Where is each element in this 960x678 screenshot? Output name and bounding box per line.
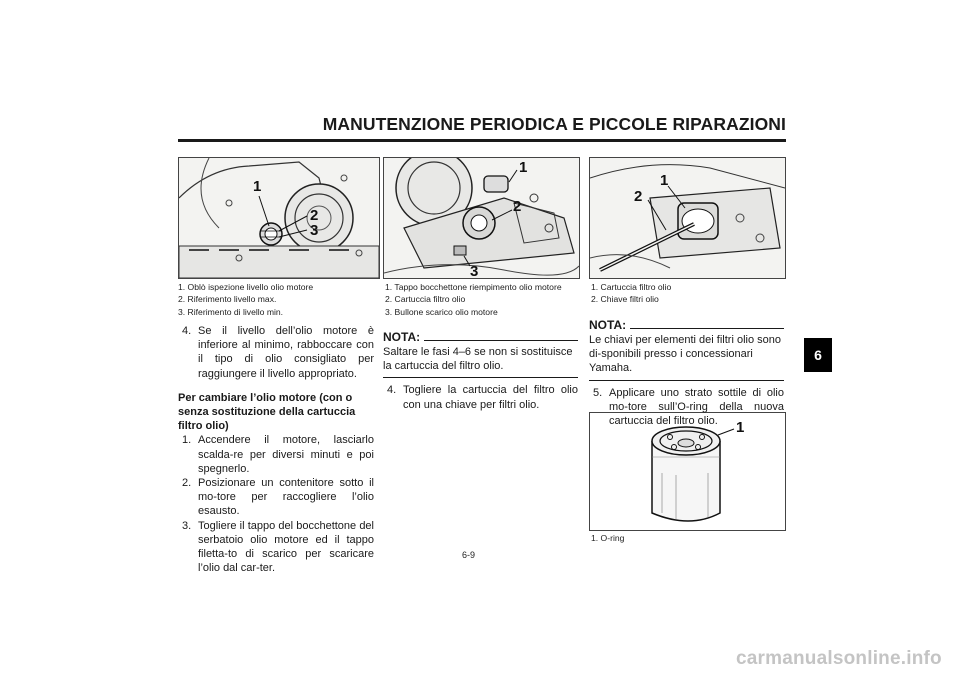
filter-cartridge-illustration xyxy=(590,413,785,530)
step-text: Applicare uno strato sottile di olio mo-tore sull’O-ring della nuova cartuccia del filtro olio. xyxy=(609,386,784,428)
nota-heading xyxy=(383,330,578,344)
column2-text xyxy=(383,330,578,412)
column3-text xyxy=(589,318,784,428)
nota-label: NOTA: xyxy=(383,330,421,344)
figure-filler-cap-drain xyxy=(383,157,580,279)
callout-2: 2 xyxy=(634,188,643,205)
figure-filter-wrench xyxy=(589,157,786,279)
step-4 xyxy=(383,383,578,411)
caption: 1. O-ring xyxy=(591,533,625,543)
section-heading: Per cambiare l’olio motore (con o senza sostituzione della cartuccia filtro olio) xyxy=(178,391,356,433)
step-number: 4. xyxy=(182,325,192,337)
caption: 2. Cartuccia filtro olio xyxy=(385,294,466,305)
page-number: 6-9 xyxy=(462,550,476,560)
nota-text: Saltare le fasi 4–6 se non si sostituisce la cartuccia del filtro olio. xyxy=(383,345,578,378)
step-number: 3. xyxy=(182,519,192,532)
step-3 xyxy=(178,519,374,576)
chapter-tab: 6 xyxy=(804,338,832,372)
step-5 xyxy=(589,386,784,429)
callout-1: 1 xyxy=(253,178,262,195)
callout-3: 3 xyxy=(470,263,479,278)
step-4 xyxy=(178,324,374,381)
title-rule xyxy=(178,139,786,142)
engine-underside-illustration xyxy=(384,158,579,278)
figure2-captions xyxy=(385,281,580,318)
caption: 1. Tappo bocchettone riempimento olio motore xyxy=(385,282,562,292)
caption: 1. Oblò ispezione livello olio motore xyxy=(178,282,314,292)
callout-2: 2 xyxy=(513,198,522,215)
step-2 xyxy=(178,476,374,519)
nota-text: Le chiavi per elementi dei filtri olio sono di-sponibili presso i concessionari Yamaha. xyxy=(589,333,784,381)
callout-2: 2 xyxy=(310,207,319,224)
step-text: Accendere il motore, lasciarlo scalda-re per diversi minuti e poi spegnerlo. xyxy=(198,434,374,475)
filter-removal-illustration xyxy=(590,158,785,278)
caption: 2. Riferimento livello max. xyxy=(178,294,277,305)
callout-3: 3 xyxy=(310,222,319,239)
nota-label: NOTA: xyxy=(589,318,627,332)
step-number: 1. xyxy=(182,434,192,447)
step-text: Posizionare un contenitore sotto il mo-tore per raccogliere l’olio esausto. xyxy=(198,477,374,518)
figure4-captions xyxy=(591,532,786,544)
step-text: Togliere la cartuccia del filtro olio con una chiave per filtri olio. xyxy=(403,384,578,411)
step-number: 5. xyxy=(593,386,603,399)
callout-1: 1 xyxy=(660,172,669,189)
nota-rule xyxy=(424,340,578,341)
figure-oil-level-window xyxy=(178,157,380,279)
nota-heading xyxy=(589,318,784,332)
column1-text xyxy=(178,324,374,575)
caption: 3. Bullone scarico olio motore xyxy=(385,306,498,317)
step-number: 2. xyxy=(182,477,192,490)
engine-illustration xyxy=(179,158,379,278)
step-number: 4. xyxy=(387,384,397,397)
caption: 3. Riferimento di livello min. xyxy=(178,306,284,317)
callout-1: 1 xyxy=(736,419,745,436)
watermark: carmanualsonline.info xyxy=(736,648,942,669)
step-text: Se il livello dell’olio motore è inferiore al minimo, rabboccare con il tipo di olio consigliato per raggiungere il livello appropriato. xyxy=(198,325,374,380)
step-1 xyxy=(178,433,374,476)
caption: 2. Chiave filtri olio xyxy=(591,294,659,305)
page-title: MANUTENZIONE PERIODICA E PICCOLE RIPARAZIONI xyxy=(322,114,786,134)
callout-1: 1 xyxy=(519,159,528,176)
nota-rule xyxy=(630,328,784,329)
figure-o-ring xyxy=(589,412,786,531)
caption: 1. Cartuccia filtro olio xyxy=(591,282,672,292)
figure3-captions xyxy=(591,281,786,306)
figure1-captions xyxy=(178,281,378,318)
step-text: Togliere il tappo del bocchettone del serbatoio olio motore ed il tappo filetta-to di scarico per scaricare l’olio dal car-ter. xyxy=(198,519,374,575)
